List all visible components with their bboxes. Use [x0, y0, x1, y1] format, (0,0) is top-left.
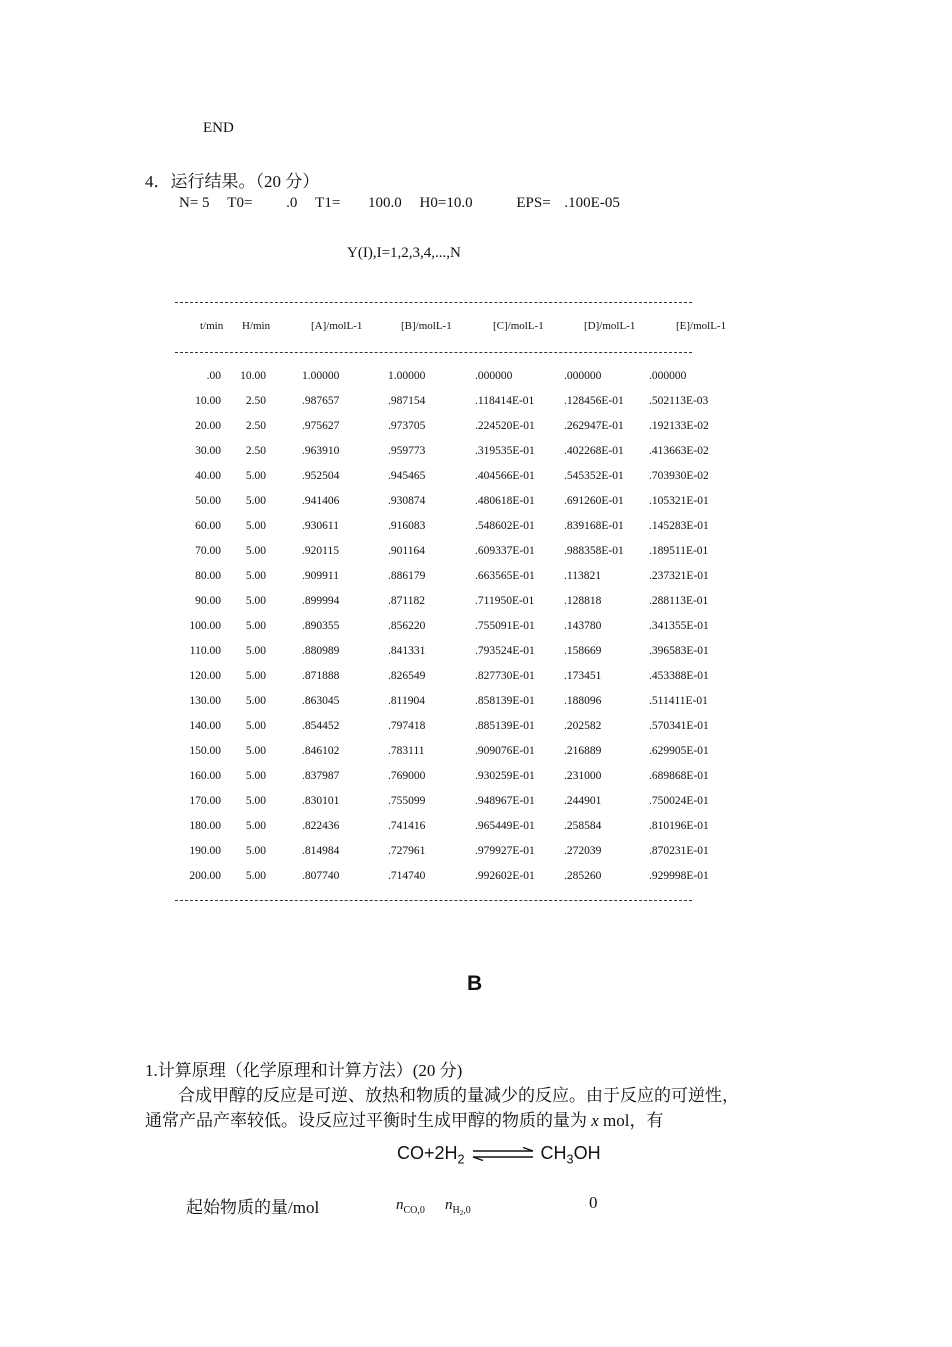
table-cell: .511411E-01 — [649, 695, 708, 707]
table-cell: .192133E-02 — [649, 420, 709, 432]
table-cell: 2.50 — [245, 420, 266, 432]
h2-sub-0: ,0 — [463, 1205, 471, 1216]
table-cell: 2.50 — [245, 395, 266, 407]
table-cell: .830101 — [302, 795, 340, 807]
table-cell: .750024E-01 — [649, 795, 709, 807]
table-cell: .703930E-02 — [649, 470, 709, 482]
table-cell: 5.00 — [245, 595, 266, 607]
h2-subscript — [453, 1205, 471, 1216]
reaction-rhs-post: OH — [573, 1143, 601, 1163]
table-cell: .811904 — [388, 695, 425, 707]
end-keyword: END — [203, 120, 234, 136]
table-cell: .113821 — [564, 570, 601, 582]
table-cell: .793524E-01 — [475, 645, 535, 657]
table-cell: 5.00 — [245, 470, 266, 482]
table-cell: .244901 — [564, 795, 602, 807]
table-cell: 50.00 — [195, 495, 221, 507]
table-cell: .810196E-01 — [649, 820, 709, 832]
table-cell: .480618E-01 — [475, 495, 535, 507]
initial-ch3oh-amount: 0 — [589, 1193, 598, 1212]
table-cell: .224520E-01 — [475, 420, 535, 432]
table-cell: 5.00 — [245, 670, 266, 682]
param-eps-value: .100E-05 — [564, 195, 620, 211]
table-cell: 5.00 — [245, 520, 266, 532]
co-subscript: CO,0 — [403, 1205, 425, 1216]
table-cell: .975627 — [302, 420, 340, 432]
table-cell: .885139E-01 — [475, 720, 535, 732]
table-cell: .948967E-01 — [475, 795, 535, 807]
reaction-lhs — [397, 1143, 465, 1167]
table-cell: 90.00 — [195, 595, 221, 607]
table-cell: .609337E-01 — [475, 545, 535, 557]
table-cell: .992602E-01 — [475, 870, 535, 882]
h2-sub-h: H — [452, 1205, 460, 1216]
table-cell: .863045 — [302, 695, 340, 707]
table-cell: 60.00 — [195, 520, 221, 532]
table-cell: 5.00 — [245, 820, 266, 832]
table-cell: .880989 — [302, 645, 340, 657]
param-t0-label: T0= — [227, 195, 253, 211]
run-parameters — [179, 195, 620, 212]
table-cell: 190.00 — [189, 845, 221, 857]
table-cell: .856220 — [388, 620, 426, 632]
table-cell: .909076E-01 — [475, 745, 535, 757]
table-cell: .979927E-01 — [475, 845, 535, 857]
table-cell: 5.00 — [245, 570, 266, 582]
table-cell: .930259E-01 — [475, 770, 535, 782]
table-cell: 20.00 — [195, 420, 221, 432]
param-t0-value: .0 — [286, 195, 298, 211]
table-cell: .846102 — [302, 745, 340, 757]
table-cell: .128456E-01 — [564, 395, 624, 407]
table-cell: .870231E-01 — [649, 845, 709, 857]
header-cell: [E]/molL-1 — [676, 320, 727, 332]
table-cell: .404566E-01 — [475, 470, 535, 482]
table-cell: .783111 — [388, 745, 425, 757]
table-cell: 5.00 — [245, 620, 266, 632]
table-cell: .341355E-01 — [649, 620, 709, 632]
table-cell: .871888 — [302, 670, 340, 682]
table-cell: .945465 — [388, 470, 426, 482]
table-cell: .689868E-01 — [649, 770, 709, 782]
table-cell: .797418 — [388, 720, 426, 732]
table-cell: .143780 — [564, 620, 602, 632]
table-cell: .272039 — [564, 845, 602, 857]
n-symbol: n — [396, 1197, 404, 1213]
table-cell: .285260 — [564, 870, 602, 882]
table-cell: .158669 — [564, 645, 602, 657]
table-cell: .930611 — [302, 520, 339, 532]
header-cell: t/min — [200, 320, 224, 332]
table-cell: .402268E-01 — [564, 445, 624, 457]
table-cell: .987657 — [302, 395, 340, 407]
table-cell: .973705 — [388, 420, 426, 432]
table-cell: .691260E-01 — [564, 495, 624, 507]
table-cell: .987154 — [388, 395, 426, 407]
table-cell: .941406 — [302, 495, 340, 507]
param-eps-label: EPS= — [516, 195, 551, 211]
table-cell: .901164 — [388, 545, 425, 557]
table-cell: .841331 — [388, 645, 426, 657]
section-b-heading: 1.计算原理（化学原理和计算方法）(20 分) — [145, 1061, 463, 1080]
table-cell: .128818 — [564, 595, 602, 607]
table-cell: .202582 — [564, 720, 602, 732]
table-cell: .413663E-02 — [649, 445, 709, 457]
table-cell: .929998E-01 — [649, 870, 709, 882]
table-cell: .319535E-01 — [475, 445, 535, 457]
equilibrium-arrows-icon — [471, 1147, 535, 1161]
table-cell: 160.00 — [189, 770, 221, 782]
table-bottom-rule — [175, 900, 692, 901]
table-cell: 30.00 — [195, 445, 221, 457]
h2-sub-2: 2 — [459, 1209, 464, 1217]
reaction-lhs-subscript: 2 — [457, 1152, 465, 1167]
table-cell: .118414E-01 — [475, 395, 535, 407]
reaction-rhs — [540, 1143, 601, 1167]
table-top-rule — [175, 302, 692, 303]
table-cell: .858139E-01 — [475, 695, 535, 707]
table-cell: 5.00 — [245, 845, 266, 857]
table-cell: 40.00 — [195, 470, 221, 482]
table-cell: 140.00 — [189, 720, 221, 732]
table-cell: .814984 — [302, 845, 340, 857]
table-cell: .288113E-01 — [649, 595, 709, 607]
header-cell: [A]/molL-1 — [311, 320, 363, 332]
table-cell: .963910 — [302, 445, 340, 457]
table-cell: .871182 — [388, 595, 425, 607]
initial-co-amount — [396, 1196, 425, 1216]
paragraph-line-2 — [145, 1106, 664, 1131]
table-cell: .909911 — [302, 570, 339, 582]
table-cell: .105321E-01 — [649, 495, 709, 507]
table-cell: .262947E-01 — [564, 420, 624, 432]
table-cell: .837987 — [302, 770, 340, 782]
table-cell: 10.00 — [240, 370, 266, 382]
table-cell: .711950E-01 — [475, 595, 535, 607]
table-cell: .570341E-01 — [649, 720, 709, 732]
table-cell: 5.00 — [245, 870, 266, 882]
table-cell: 5.00 — [245, 695, 266, 707]
table-cell: 5.00 — [245, 545, 266, 557]
table-cell: .755091E-01 — [475, 620, 535, 632]
table-cell: .965449E-01 — [475, 820, 535, 832]
header-cell: [B]/molL-1 — [401, 320, 452, 332]
table-cell: 80.00 — [195, 570, 221, 582]
table-cell: .629905E-01 — [649, 745, 709, 757]
table-cell: .886179 — [388, 570, 426, 582]
table-cell: .890355 — [302, 620, 340, 632]
reaction-rhs-pre: CH — [540, 1143, 567, 1163]
table-cell: .453388E-01 — [649, 670, 709, 682]
section-b-label: B — [467, 972, 483, 995]
table-cell: .839168E-01 — [564, 520, 624, 532]
table-cell: 100.00 — [189, 620, 221, 632]
table-cell: .854452 — [302, 720, 340, 732]
table-cell: 150.00 — [189, 745, 221, 757]
table-cell: 1.00000 — [388, 370, 426, 382]
table-cell: .237321E-01 — [649, 570, 709, 582]
param-h0: H0=10.0 — [419, 195, 473, 211]
table-cell: .988358E-01 — [564, 545, 624, 557]
table-cell: .663565E-01 — [475, 570, 535, 582]
table-cell: .741416 — [388, 820, 426, 832]
header-cell: [D]/molL-1 — [584, 320, 636, 332]
variable-x: x — [591, 1111, 599, 1130]
table-cell: .000000 — [649, 370, 687, 382]
reaction-lhs-main: CO+2H — [397, 1143, 458, 1163]
table-cell: 180.00 — [189, 820, 221, 832]
table-cell: .548602E-01 — [475, 520, 535, 532]
section-4-heading: 4．运行结果。（20 分） — [145, 172, 320, 191]
param-n: N= 5 — [179, 195, 210, 211]
initial-amount-label: 起始物质的量/mol — [186, 1198, 320, 1217]
table-cell: 200.00 — [189, 870, 221, 882]
reaction-rhs-subscript: 3 — [566, 1152, 574, 1167]
header-cell: [C]/molL-1 — [493, 320, 544, 332]
table-cell: .502113E-03 — [649, 395, 709, 407]
table-cell: 5.00 — [245, 795, 266, 807]
table-header-rule — [175, 352, 692, 353]
table-cell: .145283E-01 — [649, 520, 709, 532]
table-cell: .952504 — [302, 470, 340, 482]
table-cell: .000000 — [564, 370, 602, 382]
reaction-equation — [397, 1143, 601, 1167]
table-cell: .769000 — [388, 770, 426, 782]
table-cell: .216889 — [564, 745, 602, 757]
table-cell: 5.00 — [245, 495, 266, 507]
table-cell: 170.00 — [189, 795, 221, 807]
table-cell: 120.00 — [189, 670, 221, 682]
table-cell: 110.00 — [189, 645, 221, 657]
table-cell: 5.00 — [245, 770, 266, 782]
table-cell: 70.00 — [195, 545, 221, 557]
initial-h2-amount — [445, 1196, 471, 1217]
table-cell: .545352E-01 — [564, 470, 624, 482]
table-cell: .231000 — [564, 770, 602, 782]
table-cell: .807740 — [302, 870, 340, 882]
paragraph-line-2-post: mol，有 — [603, 1111, 664, 1130]
paragraph-line-2-pre: 通常产品产率较低。设反应过平衡时生成甲醇的物质的量为 — [145, 1111, 587, 1130]
table-cell: .822436 — [302, 820, 340, 832]
table-cell: .00 — [206, 370, 221, 382]
y-index-label: Y(I),I=1,2,3,4,...,N — [347, 245, 461, 261]
table-cell: 5.00 — [245, 645, 266, 657]
table-cell: .916083 — [388, 520, 426, 532]
table-cell: 5.00 — [245, 745, 266, 757]
table-cell: 1.00000 — [302, 370, 340, 382]
table-cell: .189511E-01 — [649, 545, 709, 557]
table-cell: 130.00 — [189, 695, 221, 707]
table-cell: .959773 — [388, 445, 426, 457]
table-cell: .258584 — [564, 820, 602, 832]
param-t1-value: 100.0 — [368, 195, 402, 211]
table-cell: .188096 — [564, 695, 602, 707]
table-cell: .396583E-01 — [649, 645, 709, 657]
table-cell: .920115 — [302, 545, 339, 557]
param-t1-label: T1= — [315, 195, 341, 211]
table-cell: 10.00 — [195, 395, 221, 407]
table-cell: .826549 — [388, 670, 426, 682]
table-cell: 5.00 — [245, 720, 266, 732]
n-symbol: n — [445, 1197, 453, 1213]
table-cell: .727961 — [388, 845, 426, 857]
table-cell: 2.50 — [245, 445, 266, 457]
header-cell: H/min — [242, 320, 271, 332]
table-cell: .930874 — [388, 495, 426, 507]
table-cell: .755099 — [388, 795, 426, 807]
table-cell: .000000 — [475, 370, 513, 382]
table-cell: .173451 — [564, 670, 602, 682]
table-cell: .714740 — [388, 870, 426, 882]
paragraph-line-1: 合成甲醇的反应是可逆、放热和物质的量减少的反应。由于反应的可逆性， — [178, 1086, 739, 1105]
table-cell: .899994 — [302, 595, 340, 607]
table-cell: .827730E-01 — [475, 670, 535, 682]
